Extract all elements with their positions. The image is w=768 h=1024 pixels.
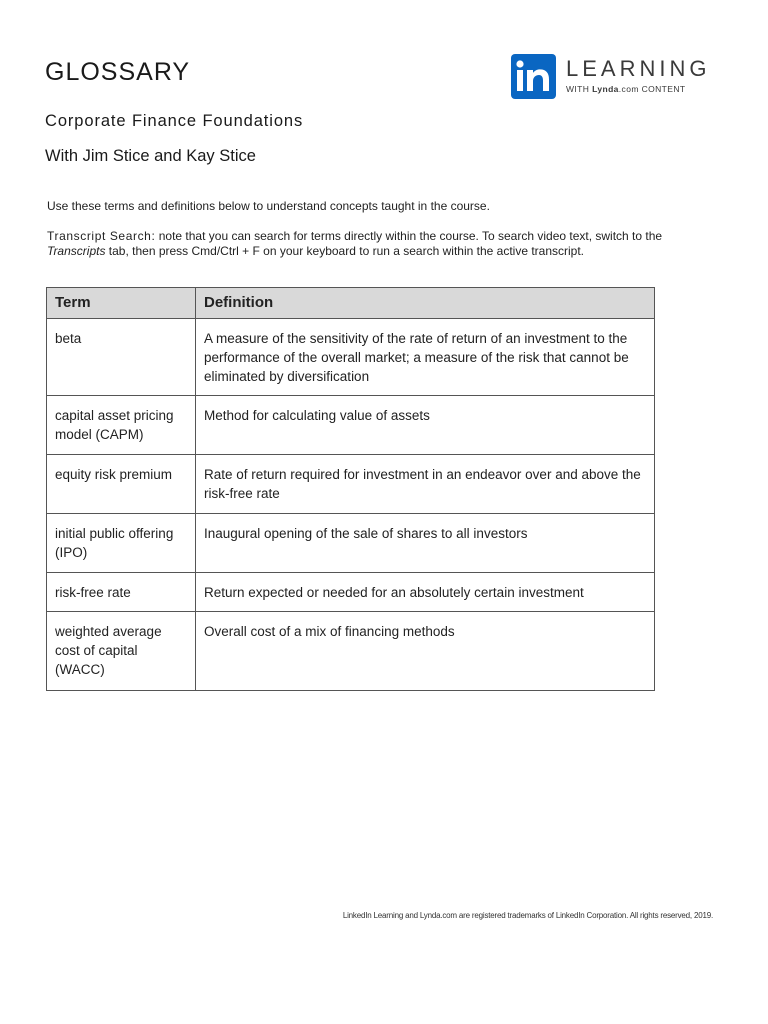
table-row	[47, 514, 655, 573]
logo-sub-suffix: .com CONTENT	[618, 84, 686, 94]
glossary-title: GLOSSARY	[45, 58, 191, 86]
linkedin-learning-logo	[511, 54, 711, 100]
definition-cell: Return expected or needed for an absolutely certain investment	[196, 573, 655, 612]
definition-cell: Overall cost of a mix of financing methods	[196, 612, 655, 691]
transcripts-emphasis: Transcripts	[47, 244, 106, 258]
table-header-row	[47, 288, 655, 319]
linkedin-in-icon	[511, 54, 556, 99]
header-definition: Definition	[196, 288, 655, 319]
table-row	[47, 573, 655, 612]
header-term: Term	[47, 288, 196, 319]
table-row	[47, 396, 655, 455]
term-cell: beta	[47, 319, 196, 396]
term-cell: equity risk premium	[47, 455, 196, 514]
transcript-search-label: Transcript Search:	[47, 229, 156, 243]
glossary-table	[46, 287, 655, 691]
logo-wordmark: LEARNING	[566, 56, 711, 81]
definition-cell: A measure of the sensitivity of the rate of return of an investment to the performance of the overall market; a measure of the risk that cannot be eliminated by diversification	[196, 319, 655, 396]
course-title: Corporate Finance Foundations	[45, 112, 304, 130]
term-cell: capital asset pricing model (CAPM)	[47, 396, 196, 455]
search-note-text-2: tab, then press Cmd/Ctrl + F on your keyboard to run a search within the active transcript.	[105, 244, 585, 258]
definition-cell: Rate of return required for investment in an endeavor over and above the risk-free rate	[196, 455, 655, 514]
logo-sub-brand: Lynda	[592, 84, 619, 94]
table-row	[47, 612, 655, 691]
search-note-text-1: note that you can search for terms directly within the course. To search video text, switch to the	[155, 229, 663, 243]
transcript-search-note	[47, 229, 687, 259]
course-authors: With Jim Stice and Kay Stice	[45, 147, 256, 165]
logo-subtitle	[566, 84, 685, 94]
term-cell: risk-free rate	[47, 573, 196, 612]
table-row	[47, 455, 655, 514]
definition-cell: Inaugural opening of the sale of shares to all investors	[196, 514, 655, 573]
term-cell: initial public offering (IPO)	[47, 514, 196, 573]
table-row	[47, 319, 655, 396]
term-cell: weighted average cost of capital (WACC)	[47, 612, 196, 691]
logo-sub-prefix: WITH	[566, 84, 593, 94]
definition-cell: Method for calculating value of assets	[196, 396, 655, 455]
footer-trademark: LinkedIn Learning and Lynda.com are registered trademarks of LinkedIn Corporation. All rights reserved, 2019.	[342, 911, 713, 920]
intro-text: Use these terms and definitions below to understand concepts taught in the course.	[47, 199, 490, 213]
